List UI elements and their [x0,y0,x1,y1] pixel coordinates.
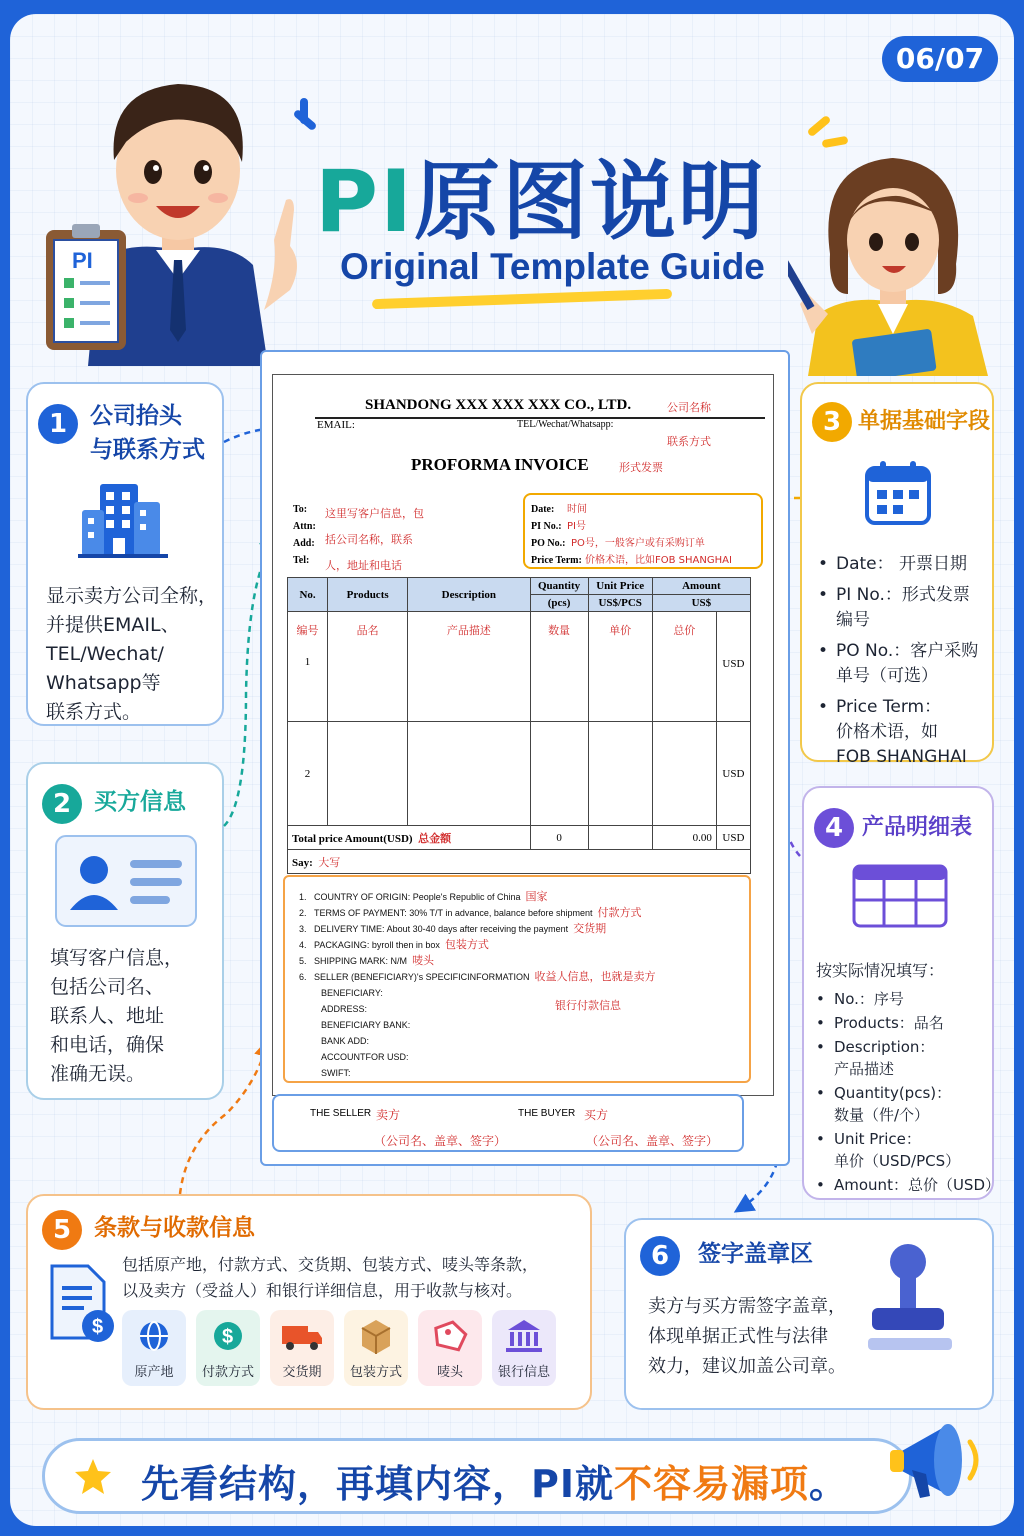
email-label: EMAIL: [317,419,355,431]
col-quantity-unit: (pcs) [530,595,588,612]
col-amount-unit: US$ [652,595,750,612]
page [10,14,1014,1526]
tel-label: TEL/Wechat/Whatsapp: [517,419,614,430]
col-products: Products [328,578,408,612]
buyer-note: 买方 [584,1108,609,1122]
buyer-labels: To: Attn: Add: Tel: [293,504,316,566]
term-item: 2. TERMS OF PAYMENT: 30% T/T in advance, balance before shipment 付款方式 [299,907,642,919]
invoice-document [272,374,774,1096]
page-indicator: 06/07 [882,36,998,82]
say-row: Say: 大写 [288,850,751,874]
megaphone-icon [886,1412,996,1508]
list-item: • Quantity(pcs)： 数量（件/个） [816,1082,994,1126]
svg-text:$: $ [92,1316,104,1338]
col-unit-price-unit: US$/PCS [588,595,652,612]
footer-text: 先看结构，再填内容，PI就不容易漏项。 [141,1462,849,1506]
invoice-info-box [523,493,763,569]
bank-lines: BENEFICIARY: ADDRESS: BENEFICIARY BANK: BANK ADD: ACCOUNTFOR USD: SWIFT: [321,988,411,1078]
signature-box [272,1094,744,1152]
info-labels: Date: PI No.: PO No.: Price Term: [531,504,582,566]
term-item: 4. PACKAGING: byroll then in box 包装方式 [299,939,489,951]
svg-text:$: $ [222,1326,234,1348]
table-row: 2 USD [288,722,751,826]
seller-sign-note: （公司名、盖章、签字） [374,1134,507,1148]
list-item: • PO No.：客户采购 单号（可选） [818,639,994,689]
card-number: 1 [38,404,78,444]
tile-origin: 原产地 [122,1310,186,1386]
card-description: 填写客户信息， 包括公司名、 联系人、地址 和电话，确保 准确无误。 [50,947,184,1085]
col-amount: Amount [652,578,750,595]
term-item: 5. SHIPPING MARK: N/M 唛头 [299,955,435,967]
title-pi: PI [315,152,415,252]
invoice-title-note: 形式发票 [619,461,663,474]
buyer-note: 这里写客户信息，包 括公司名称，联系 人，地址和电话 [325,507,424,572]
buyer-sign-note: （公司名、盖章、签字） [586,1134,719,1148]
tile-payment: $ 付款方式 [196,1310,260,1386]
list-item: • Unit Price： 单价（USD/PCS） [816,1128,994,1172]
list-item: • No.：序号 [816,988,994,1010]
tile-packaging: 包装方式 [344,1310,408,1386]
seller-note: 卖方 [376,1108,401,1122]
term-item: 6. SELLER (BENEFICIARY)'s SPECIFICINFORMATION 收益人信息，也就是卖方 [299,971,656,983]
card-title: 签字盖章区 [698,1241,813,1267]
card-description: 包括原产地，付款方式、交货期、包装方式、唛头等条款， 以及卖方（受益人）和银行详细信息，用于收款与核对。 [122,1255,539,1300]
table-row: 编号 1 品名 产品描述 数量 单价 总价 USD [288,612,751,722]
list-item: • Amount：总价（USD） [816,1174,994,1196]
title-cn: 原图说明 [414,152,767,252]
card-title-line1: 公司抬头 [90,403,182,429]
list-item: • Date： 开票日期 [818,552,994,577]
card-title: 条款与收款信息 [94,1215,255,1241]
card-description: 显示卖方公司全称， 并提供EMAIL、 TEL/Wechat/ Whatsapp等 联系方式。 [46,585,218,723]
card-title: 买方信息 [94,789,186,815]
item-table-grid [287,577,751,874]
col-no: No. [288,578,328,612]
total-row: Total price Amount(USD) 总金额 0 0.00 USD [288,826,751,850]
contact-note: 联系方式 [667,435,711,448]
footer-banner [42,1438,912,1514]
list-item: • Products：品名 [816,1012,994,1034]
term-item: 1. COUNTRY OF ORIGIN: People's Republic of China 国家 [299,891,548,903]
card-description: 卖方与买方需签字盖章， 体现单据正式性与法律 效力，建议加盖公司章。 [648,1296,846,1377]
card-title: 单据基础字段 [858,409,991,434]
term-item: 3. DELIVERY TIME: About 30-40 days after receiving the payment 交货期 [299,923,607,935]
card-number: 4 [814,808,854,848]
card-number: 5 [42,1210,82,1250]
list-item: • Price Term： 价格术语，如 FOB SHANGHAI [818,695,994,770]
tile-shipping-mark: 唛头 [418,1310,482,1386]
list-item: • Description： 产品描述 [816,1036,994,1080]
seller-label: THE SELLER [310,1108,372,1119]
card-intro: 按实际情况填写： [816,961,945,980]
card-number: 3 [812,402,852,442]
clipboard-label: PI [72,248,93,273]
card-title: 产品明细表 [862,815,973,840]
invoice-company-name: SHANDONG XXX XXX XXX CO., LTD. [365,397,632,413]
terms-box [283,875,751,1083]
buyer-label: THE BUYER [518,1108,576,1119]
card-number: 6 [640,1236,680,1276]
invoice-title: PROFORMA INVOICE [411,455,589,474]
card-title-line2: 与联系方式 [90,437,205,463]
list-item: • PI No.：形式发票 编号 [818,583,994,633]
info-notes: 时间 PI号 PO号，一般客户或有采购订单 价格术语，比如FOB SHANGHAI [567,504,732,566]
bank-note: 银行付款信息 [555,999,621,1012]
star-icon [73,1457,113,1497]
tile-bank-info: 银行信息 [492,1310,556,1386]
item-table [287,577,751,874]
tile-delivery: 交货期 [270,1310,334,1386]
card-number: 2 [42,784,82,824]
page-subtitle: Original Template Guide [340,246,765,287]
col-description: Description [408,578,530,612]
terms-list [299,889,655,1081]
col-unit-price: Unit Price [588,578,652,595]
company-name-note: 公司名称 [667,401,711,414]
col-quantity: Quantity [530,578,588,595]
